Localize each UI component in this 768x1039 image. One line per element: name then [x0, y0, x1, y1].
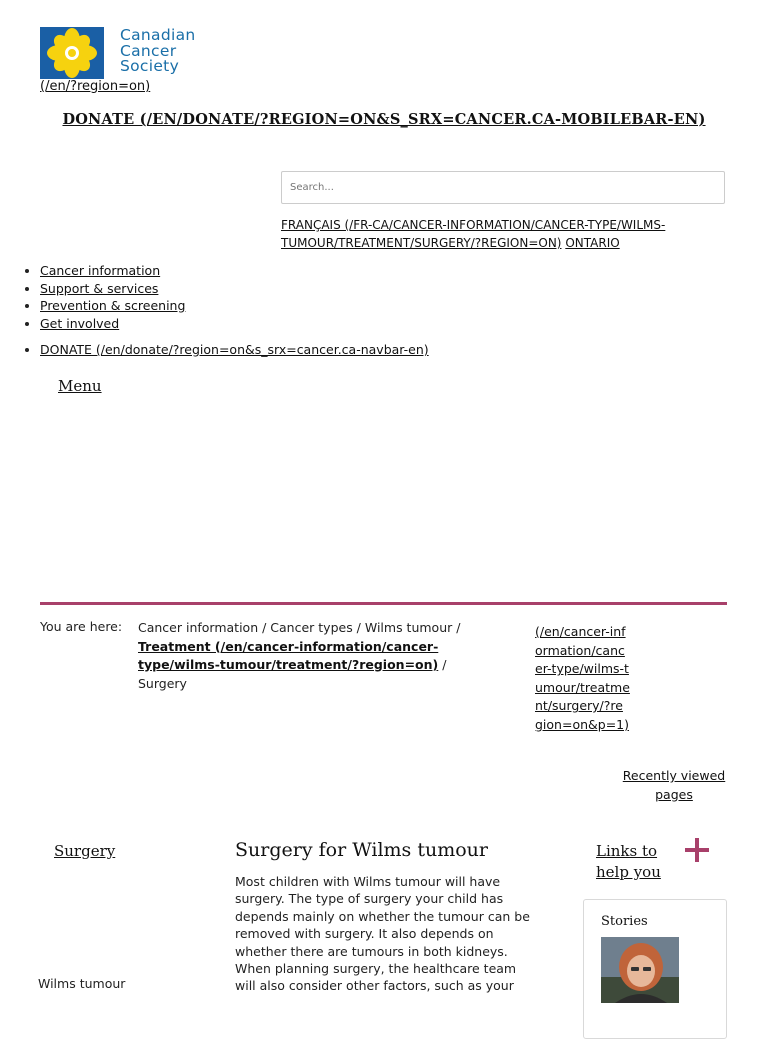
- section-divider: [40, 602, 727, 605]
- breadcrumb-separator: /: [442, 657, 447, 672]
- breadcrumb: [138, 619, 498, 693]
- language-link[interactable]: FRANÇAIS (/FR-CA/CANCER-INFORMATION/CANCER-TYPE/WILMS-TUMOUR/TREATMENT/SURGERY/?REGION=ON): [281, 218, 666, 250]
- region-link[interactable]: ONTARIO: [565, 236, 620, 250]
- links-to-help-toggle[interactable]: Links to help you: [596, 842, 661, 881]
- nav-item-support-services: [40, 280, 185, 298]
- nav-link[interactable]: Support & services: [40, 280, 159, 296]
- page-title: Surgery for Wilms tumour: [235, 839, 488, 861]
- nav-link[interactable]: Cancer information: [40, 263, 161, 278]
- nav-link[interactable]: Get involved: [40, 315, 120, 331]
- donate-mobilebar-link[interactable]: DONATE (/EN/DONATE/?REGION=ON&S_SRX=CANCER.CA-MOBILEBAR-EN): [62, 111, 706, 128]
- logo-line: Society: [120, 57, 180, 75]
- sidebar-wilms-label: Wilms tumour: [38, 976, 126, 991]
- nav-item-cancer-information: [40, 262, 185, 280]
- language-region-bar: [281, 216, 731, 252]
- story-person-photo: [601, 937, 679, 1003]
- main-nav: [22, 262, 185, 332]
- nav-item-get-involved: [40, 315, 185, 333]
- logo-line: Canadian: [120, 26, 196, 44]
- nav-item-prevention-screening: [40, 297, 185, 315]
- menu-button[interactable]: Menu: [58, 377, 102, 395]
- logo[interactable]: [40, 27, 220, 81]
- stories-label: Stories: [601, 914, 648, 929]
- home-link[interactable]: (/en/?region=on): [40, 79, 151, 94]
- plus-icon[interactable]: [684, 837, 710, 863]
- nav-donate-list: [22, 341, 429, 359]
- breadcrumb-treatment-link[interactable]: Treatment (/en/cancer-information/cancer-type/wilms-tumour/treatment/?region=on): [138, 638, 439, 672]
- intro-paragraph: Most children with Wilms tumour will have surgery. The type of surgery your child has depends mainly on whether the tumour can be removed with surgery. It also depends on whether there are tumours in both kidneys. When planning surgery, the healthcare team will also consider other factors, such as your: [235, 874, 530, 994]
- nav-item-donate: [40, 341, 429, 359]
- logo-wordmark: [120, 28, 196, 75]
- search-input[interactable]: [281, 171, 725, 204]
- nav-donate-link[interactable]: DONATE (/en/donate/?region=on&s_srx=cancer.ca-navbar-en): [40, 342, 429, 357]
- breadcrumb-current: Surgery: [138, 675, 187, 691]
- breadcrumb-label: You are here:: [40, 619, 123, 634]
- breadcrumb-path: Cancer information / Cancer types / Wilms tumour /: [138, 620, 461, 635]
- daffodil-logo-icon: [40, 27, 104, 79]
- sidebar-surgery-link[interactable]: Surgery: [54, 842, 116, 860]
- stories-card[interactable]: [583, 899, 727, 1039]
- recently-viewed-link[interactable]: Recently viewed pages: [622, 768, 726, 802]
- page-link[interactable]: (/en/cancer-information/cancer-type/wilms-tumour/treatment/surgery/?region=on&p=1): [535, 624, 630, 732]
- nav-link[interactable]: Prevention & screening: [40, 298, 186, 313]
- logo-line: Cancer: [120, 41, 177, 60]
